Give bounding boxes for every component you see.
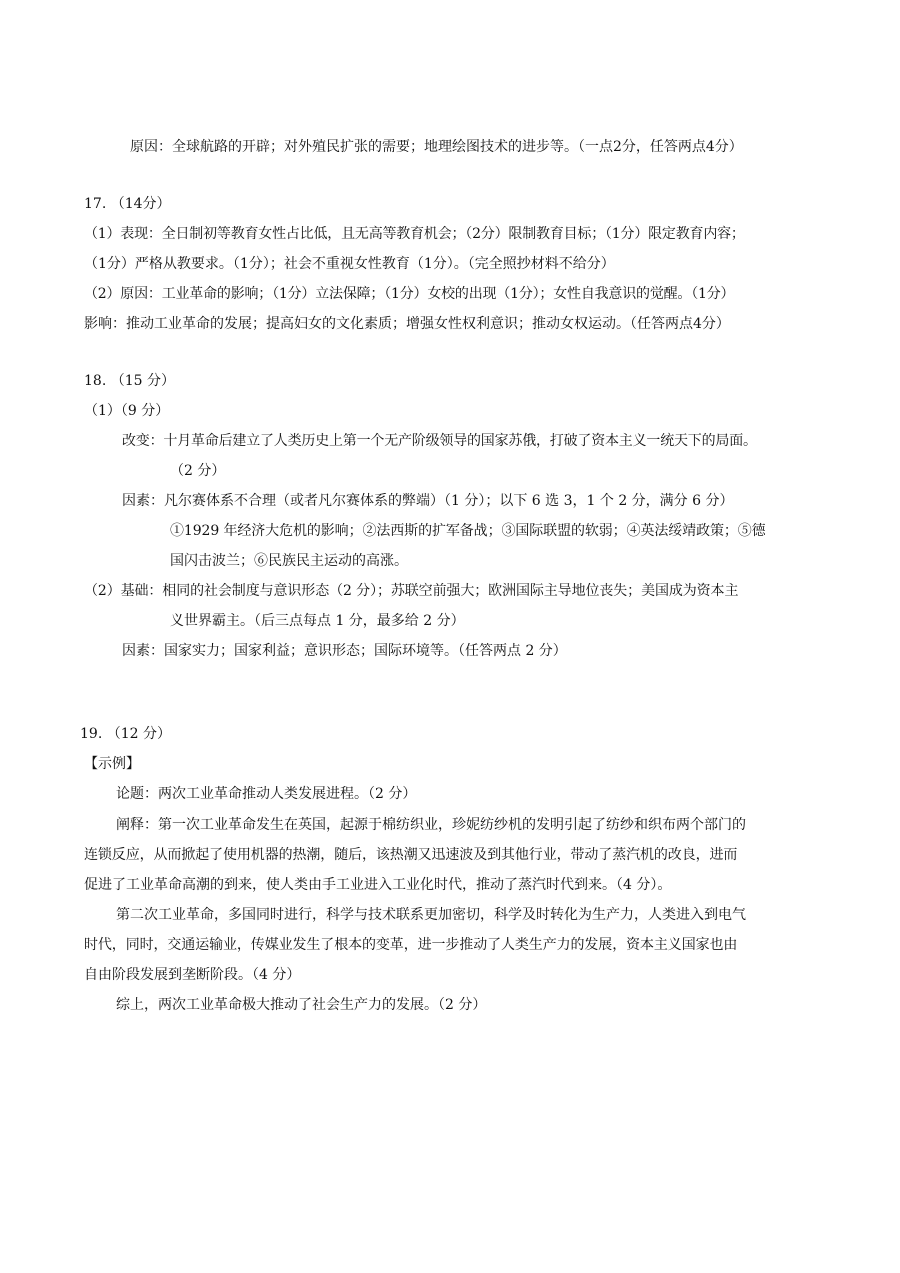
q17-line-1: （1）表现：全日制初等教育女性占比低，且无高等教育机会；（2分）限制教育目标；（1分）限定教育内容； [84,226,745,242]
q17-line-2: （1分）严格从教要求。（1分）；社会不重视女性教育（1分）。（完全照抄材料不给分） [84,256,615,272]
q17-line-4: 影响：推动工业革命的发展；提高妇女的文化素质；增强女性权利意识；推动女权运动。（任答两点4分） [84,316,730,332]
q19-conclusion: 综上，两次工业革命极大推动了社会生产力的发展。（2 分） [116,997,487,1013]
q19-explanation-line-2: 连锁反应，从而掀起了使用机器的热潮，随后，该热潮又迅速波及到其他行业，带动了蒸汽机的改良，进而 [84,847,738,863]
q19-example-label: 【示例】 [84,756,140,772]
q18-factor-line-4: 因素：国家实力；国家利益；意识形态；国际环境等。（任答两点 2 分） [122,643,567,659]
q17-header: 17. （14分） [84,196,171,212]
q17-line-3: （2）原因：工业革命的影响；（1分）立法保障；（1分）女校的出现（1分）；女性自我意识的觉醒。（1分） [84,286,735,302]
q18-change-line-2: （2 分） [170,463,226,479]
q19-explanation-line-5: 时代，同时，交通运输业，传媒业发生了根本的变革，进一步推动了人类生产力的发展，资本主义国家也由 [84,937,738,953]
q19-explanation-line-6: 自由阶段发展到垄断阶段。（4 分） [84,967,301,983]
q18-basis-line-1: （2）基础：相同的社会制度与意识形态（2 分）；苏联空前强大；欧洲国际主导地位丧失；美国成为资本主 [84,583,739,599]
q19-header: 19. （12 分） [80,726,171,742]
q16-reason: 原因：全球航路的开辟；对外殖民扩张的需要；地理绘图技术的进步等。（一点2分，任答两点4分） [130,139,743,155]
q18-factor-line-2: ①1929 年经济大危机的影响；②法西斯的扩军备战；③国际联盟的软弱；④英法绥靖政策；⑤德 [170,523,766,539]
q19-thesis: 论题：两次工业革命推动人类发展进程。（2 分） [116,786,417,802]
q19-explanation-line-1: 阐释：第一次工业革命发生在英国，起源于棉纺织业，珍妮纺纱机的发明引起了纺纱和织布两个部门的 [116,817,746,833]
q18-header: 18. （15 分） [84,373,175,389]
q18-part1: （1）（9 分） [84,403,170,419]
q19-explanation-line-4: 第二次工业革命，多国同时进行，科学与技术联系更加密切，科学及时转化为生产力，人类进入到电气 [116,907,746,923]
q18-factor-line-1: 因素：凡尔赛体系不合理（或者凡尔赛体系的弊端）（1 分）；以下 6 选 3，1 个 2 分，满分 6 分） [122,493,734,509]
q18-change-line-1: 改变：十月革命后建立了人类历史上第一个无产阶级领导的国家苏俄，打破了资本主义一统天下的局面。 [122,433,757,449]
q18-factor-line-3: 国闪击波兰；⑥民族民主运动的高涨。 [170,553,408,569]
q19-explanation-line-3: 促进了工业革命高潮的到来，使人类由手工业进入工业化时代，推动了蒸汽时代到来。（4 分）。 [84,877,672,893]
q18-basis-line-2: 义世界霸主。（后三点每点 1 分，最多给 2 分） [170,613,465,629]
